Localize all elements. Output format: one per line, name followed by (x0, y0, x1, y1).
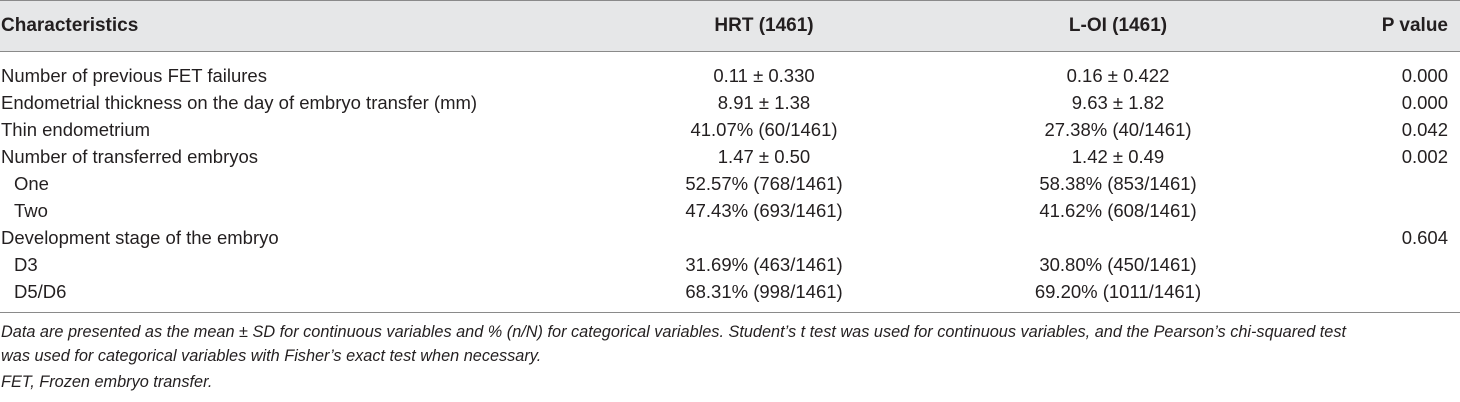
footnote-line-1: Data are presented as the mean ± SD for continuous variables and % (n/N) for categorical variables. Student’s t test was used for continuous variables, and the Pearson’s chi-squared test (1, 323, 1347, 341)
table-row (0, 251, 1460, 278)
row-characteristic: Development stage of the embryo (1, 227, 279, 248)
row-hrt-value: 31.69% (463/1461) (685, 254, 843, 275)
row-p-value: 0.000 (1401, 65, 1448, 86)
header-characteristics: Characteristics (1, 15, 139, 36)
row-characteristic: D3 (14, 254, 38, 275)
table-row (0, 143, 1460, 170)
table-row (0, 89, 1460, 116)
row-hrt-value: 41.07% (60/1461) (690, 119, 838, 140)
row-characteristic: Number of transferred embryos (1, 146, 259, 167)
row-hrt-value: 68.31% (998/1461) (685, 281, 843, 302)
row-hrt-value: 52.57% (768/1461) (685, 173, 843, 194)
row-loi-value: 41.62% (608/1461) (1039, 200, 1197, 221)
row-p-value: 0.604 (1401, 227, 1448, 248)
table-row (0, 224, 1460, 251)
header-hrt: HRT (1461) (714, 15, 814, 36)
row-loi-value: 30.80% (450/1461) (1039, 254, 1197, 275)
row-characteristic: Number of previous FET failures (1, 65, 267, 86)
row-characteristic: D5/D6 (14, 281, 67, 302)
row-loi-value: 0.16 ± 0.422 (1066, 65, 1170, 86)
row-hrt-value: 1.47 ± 0.50 (717, 146, 811, 167)
row-p-value: 0.002 (1401, 146, 1448, 167)
row-characteristic: Two (14, 200, 48, 221)
table-row (0, 116, 1460, 143)
row-p-value: 0.000 (1401, 92, 1448, 113)
table-bottom-rule (0, 312, 1460, 313)
row-loi-value: 1.42 ± 0.49 (1071, 146, 1165, 167)
header-p-value: P value (1381, 15, 1448, 36)
footnote-line-3: FET, Frozen embryo transfer. (1, 373, 213, 391)
header-loi: L-OI (1461) (1068, 15, 1168, 36)
row-loi-value: 69.20% (1011/1461) (1034, 281, 1202, 302)
table-row (0, 197, 1460, 224)
table-row (0, 62, 1460, 89)
table-header-row (0, 0, 1460, 52)
row-characteristic: Endometrial thickness on the day of embryo transfer (mm) (1, 92, 478, 113)
row-loi-value: 27.38% (40/1461) (1044, 119, 1192, 140)
row-loi-value: 58.38% (853/1461) (1039, 173, 1197, 194)
row-characteristic: Thin endometrium (1, 119, 151, 140)
row-loi-value: 9.63 ± 1.82 (1071, 92, 1165, 113)
footnote-line-2: was used for categorical variables with Fisher’s exact test when necessary. (1, 347, 542, 365)
row-characteristic: One (14, 173, 49, 194)
table-row (0, 170, 1460, 197)
row-hrt-value: 0.11 ± 0.330 (713, 65, 815, 86)
row-hrt-value: 8.91 ± 1.38 (717, 92, 811, 113)
table-row (0, 278, 1460, 305)
row-hrt-value: 47.43% (693/1461) (685, 200, 843, 221)
row-p-value: 0.042 (1401, 119, 1448, 140)
